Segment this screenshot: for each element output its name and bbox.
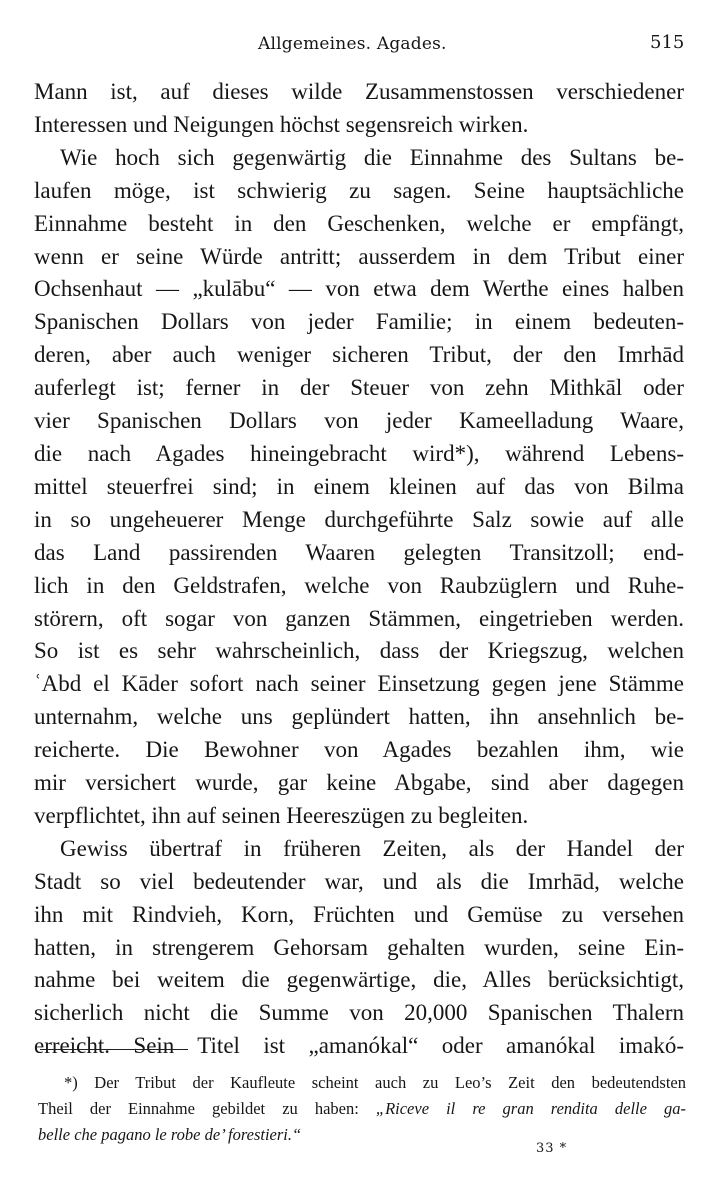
- text-line: ʿAbd el Kāder sofort nach seiner Einsetzung gegen jene Stämme: [34, 671, 684, 697]
- footnote-line: *) Der Tribut der Kaufleute scheint auch zu Leo’s Zeit den bedeutendsten: [64, 1073, 686, 1092]
- text-line: Mann ist, auf dieses wilde Zusammenstossen verschiedener: [34, 79, 684, 104]
- footnote-rule: [40, 1049, 188, 1050]
- text-line: Ochsenhaut — „kulābu“ — von etwa dem Werthe eines halben: [34, 276, 684, 302]
- body-text: [34, 76, 684, 1063]
- text-line: erreicht. Sein Titel ist „amanókal“ oder amanókal imakó-: [34, 1033, 684, 1059]
- footnote-quote: belle che pagano le robe de’ forestieri.“: [38, 1125, 302, 1144]
- text-line: unternahm, welche uns geplündert hatten, ihn ansehnlich be-: [34, 704, 684, 730]
- footnote-line: [38, 1096, 686, 1122]
- text-line: nahme bei weitem die gegenwärtige, die, Alles berücksichtigt,: [34, 967, 684, 993]
- text-line: Spanischen Dollars von jeder Familie; in einem bedeuten-: [34, 309, 684, 335]
- text-line: hatten, in strengerem Gehorsam gehalten wurden, seine Ein-: [34, 934, 684, 960]
- text-line: wenn er seine Würde antritt; ausserdem in dem Tribut einer: [34, 243, 684, 269]
- footnote-text: Theil der Einnahme gebildet zu haben:: [38, 1099, 376, 1118]
- text-line: laufen möge, ist schwierig zu sagen. Seine hauptsächliche: [34, 177, 684, 203]
- text-line: störern, oft sogar von ganzen Stämmen, eingetrieben werden.: [34, 605, 684, 631]
- text-line: Wie hoch sich gegenwärtig die Einnahme des Sultans be-: [60, 144, 684, 170]
- page-number: 515: [650, 32, 685, 53]
- running-head: Allgemeines. Agades.: [258, 34, 447, 54]
- text-line: mir versichert wurde, gar keine Abgabe, sind aber dagegen: [34, 770, 684, 796]
- footnote-quote: „Riceve il re gran rendita delle ga-: [375, 1099, 686, 1118]
- footnote-line: [38, 1122, 686, 1148]
- text-line: Gewiss übertraf in früheren Zeiten, als der Handel der: [60, 835, 684, 861]
- text-line: deren, aber auch weniger sicheren Tribut, der den Imrhād: [34, 342, 684, 368]
- text-line: das Land passirenden Waaren gelegten Transitzoll; end-: [34, 539, 684, 565]
- text-line: vier Spanischen Dollars von jeder Kameelladung Waare,: [34, 408, 684, 434]
- text-line: ihn mit Rindvieh, Korn, Früchten und Gemüse zu versehen: [34, 901, 684, 927]
- text-line: die nach Agades hineingebracht wird*), während Lebens-: [34, 440, 684, 466]
- text-line: sicherlich nicht die Summe von 20,000 Spanischen Thalern: [34, 1000, 684, 1026]
- signature-mark: 33 *: [536, 1141, 568, 1156]
- text-line: in so ungeheuerer Menge durchgeführte Salz sowie auf alle: [34, 506, 684, 532]
- text-line: auferlegt ist; ferner in der Steuer von zehn Mithkāl oder: [34, 375, 684, 401]
- text-line: verpflichtet, ihn auf seinen Heereszügen zu begleiten.: [34, 802, 529, 828]
- text-line: Stadt so viel bedeutender war, und als die Imrhād, welche: [34, 868, 684, 894]
- text-line: mittel steuerfrei sind; in einem kleinen auf das von Bilma: [34, 473, 684, 499]
- footnote: [38, 1070, 686, 1148]
- text-line: Interessen und Neigungen höchst segensreich wirken.: [34, 111, 529, 137]
- text-line: Einnahme besteht in den Geschenken, welche er empfängt,: [34, 210, 684, 236]
- text-line: reicherte. Die Bewohner von Agades bezahlen ihm, wie: [34, 737, 684, 763]
- text-line: lich in den Geldstrafen, welche von Raubzüglern und Ruhe-: [34, 572, 684, 598]
- text-line: So ist es sehr wahrscheinlich, dass der Kriegszug, welchen: [34, 638, 684, 664]
